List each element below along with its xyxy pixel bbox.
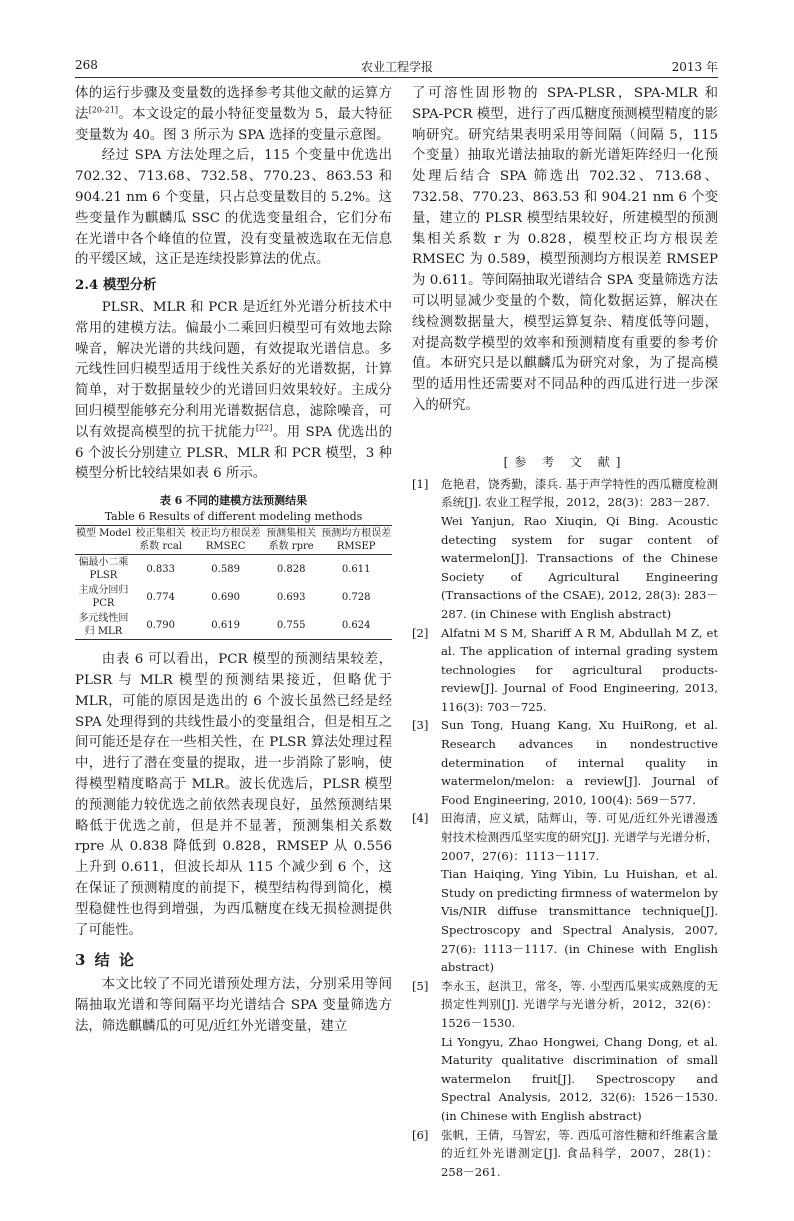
- left-column: [75, 84, 392, 1038]
- reference-item: [412, 1126, 718, 1182]
- table-cell: 0.755: [276, 619, 306, 631]
- right-column: [412, 84, 718, 1181]
- reference-text: 田海清，应义斌，陆辉山，等. 可见/近红外光谱漫透射技术检测西瓜坚实度的研究[J]. 光谱学与光谱分析，2007，27(6)：1113－1117.: [441, 811, 718, 863]
- paragraph: 了可溶性固形物的 SPA-PLSR，SPA-MLR 和 SPA-PCR 模型，进行了西瓜糖度预测模型精度的影响研究。研究结果表明采用等间隔（间隔 5，115 个变量）抽取光谱法抽取的新光谱矩阵经归一化预处理后结合 SPA 筛选出 702.32、713.68、732.58、770.23、863.53 和 904.21 nm 6 个变量，建立的 PLSR 模型结果较好，所建模型的预测集相关系数 r 为 0.828，模型校正均方根误差 RMSEC 为 0.589，模型预测均方根误差 RMSEP 为 0.611。等间隔抽取光谱结合 SPA 变量筛选方法可以明显减少变量的个数，简化数据运算，解决在线检测数据量大，模型运算复杂、精度低等问题，对提高数学模型的效率和预测精度有重要的参考价值。本研究只是以麒麟瓜为研究对象，为了提高模型的适用性还需要对不同品种的西瓜进行进一步深入的研究。: [412, 86, 718, 413]
- section-heading: 2.4 模型分析: [75, 277, 157, 294]
- reference-item: [412, 624, 718, 717]
- reference-item: [412, 475, 718, 624]
- paragraph-text: 体的运行步骤及变量数的选择参考其他文献的运算方法: [75, 86, 392, 122]
- header-rule: [75, 77, 718, 78]
- table-cell: 0.693: [276, 591, 306, 603]
- reference-text-en: Tian Haiqing, Ying Yibin, Lu Huishan, et al. Study on predicting firmness of watermelon by Vis/NIR diffuse transmittance technique[J]. Spectroscopy and Spectral Analysis, 2007, 27(6): 1113－1117. (in Chinese with English abstract): [441, 867, 718, 975]
- reference-text: Sun Tong, Huang Kang, Xu HuiRong, et al. Research advances in nondestructive determination of internal quality in watermelon/melon: a review[J]. Journal of Food Engineering, 2010, 100(4): 569－577.: [441, 718, 718, 807]
- paragraph: [75, 84, 392, 146]
- paragraph-text: 。本文设定的最小特征变量数为 5，最大特征变量数为 40。图 3 所示为 SPA 选择的变量示意图。: [75, 106, 392, 143]
- table-cell: 0.619: [211, 619, 240, 631]
- citation: [20-21]: [88, 105, 119, 115]
- table-row: [75, 555, 392, 584]
- reference-item: [412, 716, 718, 809]
- results-table: [75, 525, 392, 640]
- reference-number: [5]: [412, 978, 429, 993]
- page-number: 268: [75, 58, 98, 72]
- reference-number: [1]: [412, 476, 429, 491]
- reference-text: 李永玉，赵洪卫，常冬，等. 小型西瓜果实成熟度的无损定性判别[J]. 光谱学与光谱分析，2012，32(6)：1526－1530.: [441, 978, 718, 1030]
- reference-number: [3]: [412, 718, 429, 733]
- table-cell: 偏最小二乘 PLSR: [78, 557, 129, 582]
- reference-text-en: Li Yongyu, Zhao Hongwei, Chang Dong, et al. Maturity qualitative discrimination of small watermelon fruit[J]. Spectroscopy and Spectral Analysis, 2012, 32(6): 1526－1530. (in Chinese with English abstract): [441, 1034, 718, 1123]
- header-year: 2013 年: [671, 60, 718, 74]
- table-cell: 0.589: [211, 563, 240, 575]
- table-row: [75, 611, 392, 640]
- table-header: 校正均方根误差 RMSEC: [189, 526, 262, 555]
- paragraph: 本文比较了不同光谱预处理方法，分别采用等间隔抽取光谱和等间隔平均光谱结合 SPA 变量筛选方法，筛选麒麟瓜的可见/近红外光谱变量，建立: [75, 977, 392, 1034]
- table-cell: 0.833: [146, 563, 175, 575]
- table-row: [75, 583, 392, 611]
- paragraph: 由表 6 可以看出，PCR 模型的预测结果较差，PLSR 与 MLR 模型的预测结果接近，但略优于 MLR，可能的原因是选出的 6 个波长虽然已经是经 SPA 处理得到的共线性最小的变量组合，但是相互之间可能还是存在一些相关性，在 PLSR 算法处理过程中，进行了潜在变量的提取，进一步消除了影响，使得模型精度略高于 MLR。波长优选后，PLSR 模型的预测能力较优选之前依然表现良好，虽然预测结果略低于优选之前，但是并不显著，预测集相关系数 rpre 从 0.838 降低到 0.828，RMSEP 从 0.556 上升到 0.611，但波长却从 115 个减少到 6 个，这在保证了预测精度的前提下，模型结构得到简化，模型稳健性也得到增强，为西瓜糖度在线无损检测提供了可能性。: [75, 652, 392, 938]
- table-header-row: [75, 526, 392, 555]
- reference-item: [412, 809, 718, 976]
- journal-name: 农业工程学报: [360, 60, 433, 74]
- table-cell: 0.624: [341, 619, 371, 631]
- table-cell: 0.690: [211, 591, 240, 603]
- table-header: 预测均方根误差 RMSEP: [320, 526, 392, 555]
- reference-text: Alfatni M S M, Shariff A R M, Abdullah M Z, et al. The application of internal grading system technologies for agricultural products-review[J]. Journal of Food Engineering, 2013, 116(3): 703－725.: [441, 625, 718, 714]
- paragraph: 经过 SPA 方法处理之后，115 个变量中优选出 702.32、713.68、732.58、770.23、863.53 和 904.21 nm 6 个变量，只占总变量数目的 5.2%。这些变量作为麒麟瓜 SSC 的优选变量组合，它们分布在光谱中各个峰值的位置，没有变量被选取在无信息的平缓区域，这正是连续投影算法的优点。: [75, 148, 392, 268]
- table-caption-cn: 表 6 不同的建模方法预测结果: [159, 494, 308, 508]
- reference-number: [2]: [412, 625, 429, 640]
- table-cell: 0.790: [146, 619, 175, 631]
- citation: [22]: [255, 423, 273, 433]
- table-cell: 0.611: [341, 563, 371, 575]
- reference-item: [412, 977, 718, 1126]
- table-cell: 主成分回归 PCR: [78, 585, 129, 610]
- section-heading: 3 结 论: [75, 951, 136, 970]
- references-title: [参 考 文 献]: [503, 454, 627, 469]
- reference-number: [6]: [412, 1127, 429, 1142]
- reference-text: 张帆，王倩，马智宏，等. 西瓜可溶性糖和纤维素含量的近红外光谱测定[J]. 食品科学，2007，28(1)：258－261.: [441, 1127, 718, 1179]
- table-header: 模型 Model: [75, 526, 132, 555]
- table-caption-en: Table 6 Results of different modeling methods: [104, 510, 363, 524]
- table-cell: 多元线性回归 MLR: [78, 613, 129, 638]
- table-cell: 0.774: [146, 591, 175, 603]
- table-block: [75, 493, 392, 640]
- reference-number: [4]: [412, 811, 429, 826]
- reference-list: [412, 475, 718, 1182]
- reference-text: 危艳君，饶秀勤，漆兵. 基于声学特性的西瓜糖度检测系统[J]. 农业工程学报，2012，28(3)：283－287.: [441, 476, 718, 510]
- table-header: 预测集相关系数 rpre: [262, 526, 321, 555]
- paragraph-text: PLSR、MLR 和 PCR 是近红外光谱分析技术中常用的建模方法。偏最小二乘回归模型可有效地去除噪音，解决光谱的共线问题，有效提取光谱信息。多元线性回归模型适用于线性关系好的光谱数据，计算简单，对于数据量较少的光谱回归效果较好。主成分回归模型能够充分利用光谱数据信息，滤除噪音，可以有效提高模型的抗干扰能力: [75, 299, 392, 440]
- table-cell: 0.728: [341, 591, 371, 603]
- table-cell: 0.828: [276, 563, 306, 575]
- reference-text-en: Wei Yanjun, Rao Xiuqin, Qi Bing. Acoustic detecting system for sugar content of watermelon[J]. Transactions of the Chinese Society of Agricultural Engineering (Transactions of the CSAE), 2012, 28(3): 283－287. (in Chinese with English abstract): [441, 513, 718, 621]
- paragraph: [75, 298, 392, 485]
- table-header: 校正集相关系数 rcal: [132, 526, 189, 555]
- paragraph-text: 。用 SPA 优选出的 6 个波长分别建立 PLSR、MLR 和 PCR 模型，3 种模型分析比较结果如表 6 所示。: [75, 424, 393, 482]
